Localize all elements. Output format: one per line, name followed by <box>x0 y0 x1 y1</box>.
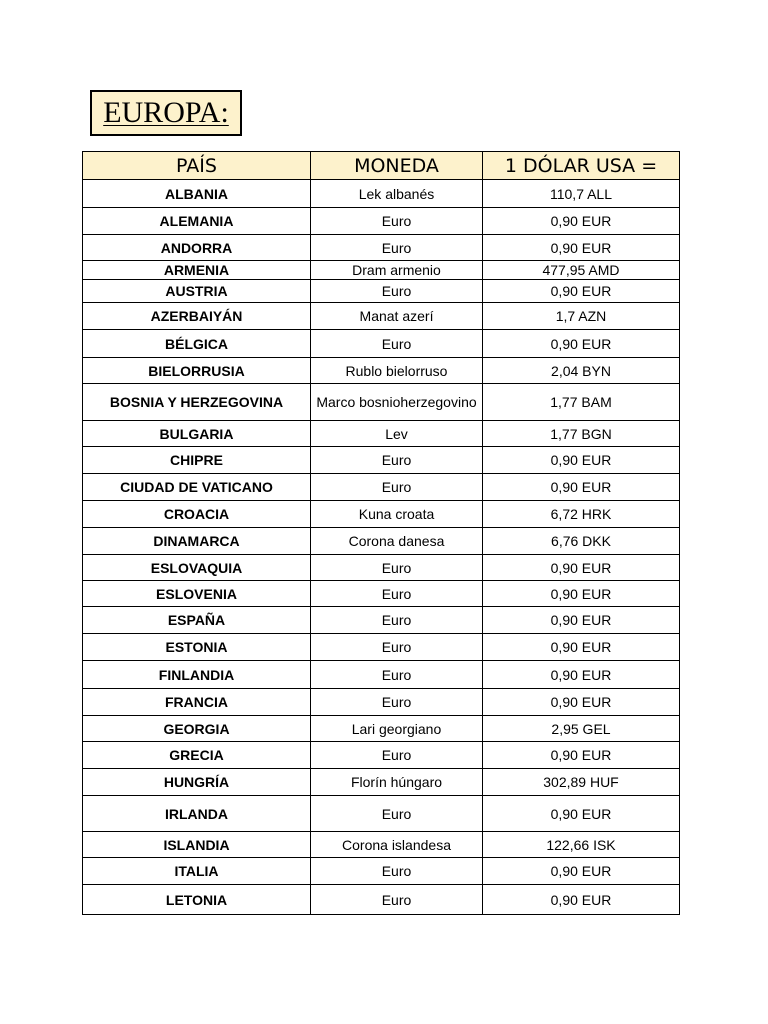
rate-cell: 110,7 ALL <box>483 180 680 208</box>
currency-cell: Rublo bielorruso <box>311 358 483 384</box>
table-header-row <box>83 152 680 180</box>
country-cell: IRLANDA <box>83 796 311 832</box>
country-cell: ALEMANIA <box>83 208 311 235</box>
table-row <box>83 858 680 885</box>
table-row <box>83 796 680 832</box>
rate-cell: 0,90 EUR <box>483 689 680 716</box>
currency-cell: Euro <box>311 661 483 689</box>
table-row <box>83 885 680 915</box>
currency-cell: Euro <box>311 555 483 581</box>
country-cell: CIUDAD DE VATICANO <box>83 474 311 501</box>
rate-cell: 122,66 ISK <box>483 832 680 858</box>
column-header-country: PAÍS <box>83 152 311 180</box>
currency-cell: Euro <box>311 280 483 303</box>
table-row <box>83 607 680 634</box>
currency-cell: Kuna croata <box>311 501 483 528</box>
currency-cell: Marco bosnioherzegovino <box>311 384 483 421</box>
rate-cell: 477,95 AMD <box>483 261 680 280</box>
country-cell: BULGARIA <box>83 421 311 447</box>
rate-cell: 6,72 HRK <box>483 501 680 528</box>
rate-cell: 0,90 EUR <box>483 634 680 661</box>
country-cell: AUSTRIA <box>83 280 311 303</box>
rate-cell: 0,90 EUR <box>483 858 680 885</box>
country-cell: AZERBAIYÁN <box>83 303 311 330</box>
currency-cell: Euro <box>311 607 483 634</box>
currency-cell: Euro <box>311 447 483 474</box>
table-row <box>83 303 680 330</box>
country-cell: ESTONIA <box>83 634 311 661</box>
currency-cell: Euro <box>311 208 483 235</box>
page-title: EUROPA: <box>103 96 229 129</box>
country-cell: LETONIA <box>83 885 311 915</box>
table-row <box>83 528 680 555</box>
table-row <box>83 235 680 261</box>
table-row <box>83 581 680 607</box>
currency-cell: Lev <box>311 421 483 447</box>
heading-box <box>90 90 242 136</box>
table-row <box>83 280 680 303</box>
table-row <box>83 474 680 501</box>
table-row <box>83 661 680 689</box>
country-cell: HUNGRÍA <box>83 769 311 796</box>
table-row <box>83 358 680 384</box>
country-cell: BÉLGICA <box>83 330 311 358</box>
currency-cell: Euro <box>311 858 483 885</box>
table-row <box>83 716 680 742</box>
currency-cell: Euro <box>311 742 483 769</box>
rate-cell: 1,7 AZN <box>483 303 680 330</box>
column-header-currency: MONEDA <box>311 152 483 180</box>
currency-cell: Euro <box>311 885 483 915</box>
table-row <box>83 832 680 858</box>
country-cell: BOSNIA Y HERZEGOVINA <box>83 384 311 421</box>
table-row <box>83 447 680 474</box>
country-cell: ISLANDIA <box>83 832 311 858</box>
currency-cell: Dram armenio <box>311 261 483 280</box>
rate-cell: 0,90 EUR <box>483 555 680 581</box>
table-row <box>83 634 680 661</box>
table-row <box>83 689 680 716</box>
rate-cell: 0,90 EUR <box>483 742 680 769</box>
table-row <box>83 555 680 581</box>
rate-cell: 1,77 BAM <box>483 384 680 421</box>
rate-cell: 1,77 BGN <box>483 421 680 447</box>
currency-cell: Euro <box>311 474 483 501</box>
rate-cell: 0,90 EUR <box>483 607 680 634</box>
rate-cell: 0,90 EUR <box>483 235 680 261</box>
country-cell: ANDORRA <box>83 235 311 261</box>
rate-cell: 2,04 BYN <box>483 358 680 384</box>
country-cell: ALBANIA <box>83 180 311 208</box>
currency-cell: Manat azerí <box>311 303 483 330</box>
table-row <box>83 330 680 358</box>
rate-cell: 2,95 GEL <box>483 716 680 742</box>
country-cell: ESLOVENIA <box>83 581 311 607</box>
rate-cell: 0,90 EUR <box>483 474 680 501</box>
currency-cell: Lari georgiano <box>311 716 483 742</box>
country-cell: FRANCIA <box>83 689 311 716</box>
currency-cell: Lek albanés <box>311 180 483 208</box>
rate-cell: 0,90 EUR <box>483 661 680 689</box>
country-cell: ESPAÑA <box>83 607 311 634</box>
currency-cell: Euro <box>311 634 483 661</box>
table-row <box>83 261 680 280</box>
country-cell: BIELORRUSIA <box>83 358 311 384</box>
rate-cell: 6,76 DKK <box>483 528 680 555</box>
currency-cell: Florín húngaro <box>311 769 483 796</box>
currency-table <box>82 151 680 915</box>
country-cell: ARMENIA <box>83 261 311 280</box>
rate-cell: 0,90 EUR <box>483 447 680 474</box>
rate-cell: 0,90 EUR <box>483 330 680 358</box>
currency-cell: Corona danesa <box>311 528 483 555</box>
country-cell: ESLOVAQUIA <box>83 555 311 581</box>
country-cell: FINLANDIA <box>83 661 311 689</box>
rate-cell: 0,90 EUR <box>483 796 680 832</box>
currency-cell: Euro <box>311 330 483 358</box>
country-cell: DINAMARCA <box>83 528 311 555</box>
currency-cell: Euro <box>311 796 483 832</box>
column-header-rate: 1 DÓLAR USA = <box>483 152 680 180</box>
currency-cell: Euro <box>311 581 483 607</box>
table-row <box>83 769 680 796</box>
table-row <box>83 742 680 769</box>
table-row <box>83 208 680 235</box>
table-row <box>83 384 680 421</box>
table-row <box>83 501 680 528</box>
country-cell: CHIPRE <box>83 447 311 474</box>
rate-cell: 302,89 HUF <box>483 769 680 796</box>
country-cell: ITALIA <box>83 858 311 885</box>
rate-cell: 0,90 EUR <box>483 581 680 607</box>
rate-cell: 0,90 EUR <box>483 280 680 303</box>
country-cell: GRECIA <box>83 742 311 769</box>
table-row <box>83 421 680 447</box>
country-cell: GEORGIA <box>83 716 311 742</box>
country-cell: CROACIA <box>83 501 311 528</box>
currency-cell: Corona islandesa <box>311 832 483 858</box>
rate-cell: 0,90 EUR <box>483 208 680 235</box>
currency-cell: Euro <box>311 235 483 261</box>
rate-cell: 0,90 EUR <box>483 885 680 915</box>
currency-cell: Euro <box>311 689 483 716</box>
table-row <box>83 180 680 208</box>
